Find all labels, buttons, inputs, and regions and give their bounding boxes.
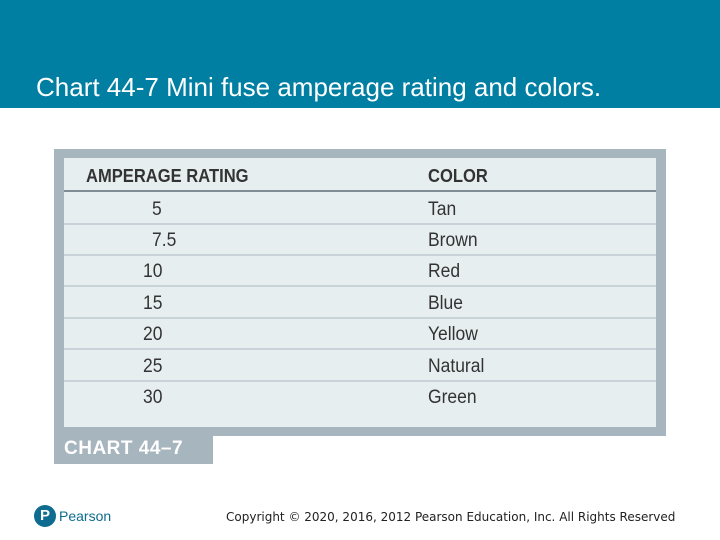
copyright-notice: Copyright © 2020, 2016, 2012 Pearson Education, Inc. All Rights Reserved xyxy=(226,509,676,524)
amperage-cell: 30 xyxy=(143,387,163,408)
table-header xyxy=(64,158,656,192)
slide-title: Chart 44-7 Mini fuse amperage rating and colors. xyxy=(36,72,602,102)
color-cell: Red xyxy=(428,261,461,282)
color-cell: Brown xyxy=(428,230,478,251)
table-row xyxy=(64,382,656,413)
title-bar xyxy=(0,0,720,108)
amperage-cell: 20 xyxy=(143,324,163,345)
amperage-cell: 10 xyxy=(143,261,163,282)
table-row xyxy=(64,256,656,287)
table-row xyxy=(64,351,656,382)
pearson-logo-text: Pearson xyxy=(59,508,112,524)
color-cell: Natural xyxy=(428,356,485,377)
header-color: COLOR xyxy=(428,166,488,186)
amperage-cell: 25 xyxy=(143,356,163,377)
color-cell: Tan xyxy=(428,199,457,220)
table-row xyxy=(64,288,656,319)
table-row xyxy=(64,194,656,225)
amperage-cell: 5 xyxy=(152,199,162,220)
table-row xyxy=(64,225,656,256)
pearson-logo-letter: P xyxy=(40,507,51,524)
pearson-logo-icon xyxy=(34,505,56,527)
chart-number-tag xyxy=(54,432,213,464)
pearson-logo xyxy=(34,505,124,529)
header-amperage-rating: AMPERAGE RATING xyxy=(86,166,249,186)
color-cell: Blue xyxy=(428,293,463,314)
chart-number-label: CHART 44–7 xyxy=(64,438,184,459)
amperage-cell: 7.5 xyxy=(152,230,177,251)
color-cell: Yellow xyxy=(428,324,478,345)
table-row xyxy=(64,319,656,350)
fuse-rating-table xyxy=(64,158,656,427)
color-cell: Green xyxy=(428,387,477,408)
amperage-cell: 15 xyxy=(143,293,163,314)
